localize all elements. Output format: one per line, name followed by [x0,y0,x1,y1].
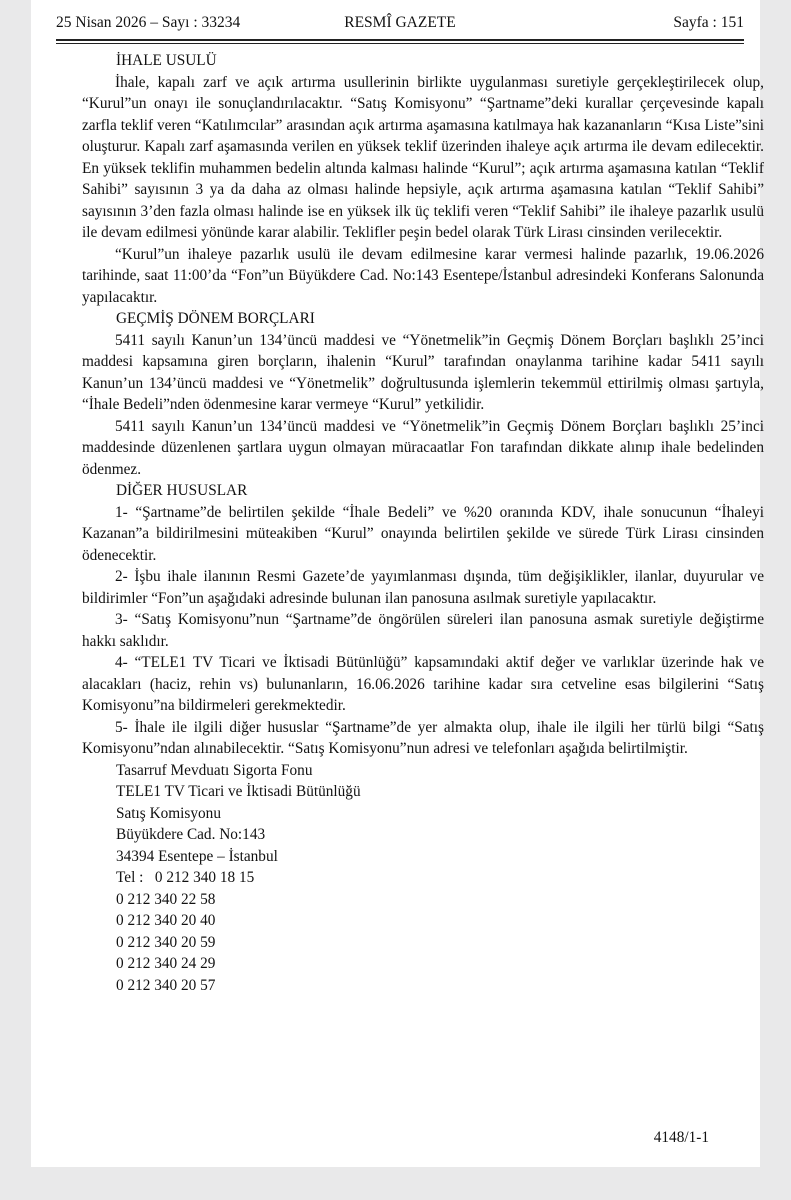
phone-number: 0 212 340 20 57 [116,976,216,994]
phone-number: 0 212 340 24 29 [116,955,216,972]
address-line: Büyükdere Cad. No:143 [116,826,266,843]
phone-number: 0 212 340 22 58 [116,890,216,908]
tel-label: Tel : [116,869,144,886]
page-number: Sayfa : 151 [673,14,744,31]
list-item: 1- “Şartname”de belirtilen şekilde “İhale Bedeli” ve %20 oranında KDV, ihale sonucunun “İhaleyi Kazanan”a bildirilmesini müteakiben “Kurul” onayında belirtilen şekilde ve sürede Türk Lirası cinsinden ödenecektir. [82,503,764,564]
address-line: 34394 Esentepe – İstanbul [116,847,278,865]
paragraph: “Kurul”un ihaleye pazarlık usulü ile devam edilmesine karar vermesi halinde pazarlık, 19.06.2026 tarihinde, saat 11:00’da “Fon”un Büyükdere Cad. No:143 Esentepe/İstanbul adresindeki Konferans Salonunda yapılacaktır. [82,245,764,306]
paragraph: İhale, kapalı zarf ve açık artırma usullerinin birlikte uygulanması suretiyle gerçekleştirilecek olup, “Kurul”un onayı ile sonuçlandırılacaktır. “Satış Komisyonu” “Şartname”deki kurallar çerçevesinde kapalı zarfla teklif veren “Katılımcılar” arasından açık artırma aşamasına katılmaya hak kazananların “Kısa Liste”sini oluşturur. Kapalı zarf aşamasında verilen en yüksek teklif üzerinden ihaleye açık artırma ile devam edilecektir. En yüksek teklifin muhammen bedelin altında kalması halinde “Kurul”; açık artırma aşamasına katılan “Teklif Sahibi” sayısının 3 ya da daha az olması halinde hepsiyle, açık artırma aşamasına katılan “Teklif Sahibi” sayısının 3’den fazla olması halinde ise en yüksek ilk üç teklifi veren “Teklif Sahibi” ile ihaleye pazarlık usulü ile devam edilmesi yönünde karar alabilir. Teklifler peşin bedel olarak Türk Lirası cinsinden verilecektir. [82,73,764,241]
notice-code: 4148/1-1 [653,1129,709,1146]
phone-number: 0 212 340 18 15 [154,869,255,886]
list-item: 5- İhale ile ilgili diğer hususlar “Şartname”de yer almakta olup, ihale ile ilgili her türlü bilgi “Satış Komisyonu”ndan alınabilecektir. “Satış Komisyonu”nun adresi ve telefonları aşağıda belirtilmiştir. [82,718,764,757]
list-item: 4- “TELE1 TV Ticari ve İktisadi Bütünlüğü” kapsamındaki aktif değer ve varlıklar üzerinde hak ve alacakları (haciz, rehin vs) bulunanların, 16.06.2026 tarihine kadar sıra cetveline esas bilgilerini “Satış Komisyonu”na bildirmeleri gerekmektedir. [82,654,764,714]
phone-number: 0 212 340 20 40 [116,912,216,929]
list-item: 2- İşbu ihale ilanının Resmi Gazete’de yayımlanması dışında, tüm değişiklikler, ilanlar, duyurular ve bildirimler “Fon”un aşağıdaki adresinde bulunan ilan panosuna asılmak suretiyle yapılacaktır. [82,568,764,607]
address-line: Satış Komisyonu [116,804,221,822]
address-line: TELE1 TV Ticari ve İktisadi Bütünlüğü [116,783,361,800]
list-item: 3- “Satış Komisyonu”nun “Şartname”de öngörülen süreleri ilan panosuna asmak suretiyle değiştirme hakkı saklıdır. [82,611,764,650]
phone-number: 0 212 340 20 59 [116,933,216,951]
paragraph: 5411 sayılı Kanun’un 134’üncü maddesi ve “Yönetmelik”in Geçmiş Dönem Borçları başlıklı 25’inci maddesinde düzenlenen şartlara uygun olmayan müracaatlar Fon tarafından dikkate alınıp ihale bedelinden ödenmez. [82,417,764,478]
page-header [56,14,744,40]
section-heading-gecmis-donem: GEÇMİŞ DÖNEM BORÇLARI [116,310,315,327]
paragraph: 5411 sayılı Kanun’un 134’üncü maddesi ve “Yönetmelik”in Geçmiş Dönem Borçları başlıklı 25’inci maddesi kapsamına giren borçların, ihalenin “Kurul” tarafından onaylanma tarihine kadar 5411 sayılı Kanun’un 134’üncü maddesi ve “Yönetmelik” doğrultusunda işlemlerin tekemmül ettirilmiş olması şartıyla, “İhale Bedeli”nden ödenmesine karar vermeye “Kurul” yetkilidir. [82,331,764,413]
gazette-title: RESMÎ GAZETE [344,14,456,31]
address-line: Tasarruf Mevduatı Sigorta Fonu [116,761,313,779]
header-rule-thick [56,39,744,41]
notice-body [82,50,764,996]
phone-line [82,867,764,889]
issue-date-number: 25 Nisan 2026 – Sayı : 33234 [56,14,241,31]
gazette-page [31,0,764,1167]
header-rule-thin [56,43,744,44]
section-heading-ihale-usulu: İHALE USULÜ [116,52,217,69]
section-heading-diger: DİĞER HUSUSLAR [116,482,248,499]
